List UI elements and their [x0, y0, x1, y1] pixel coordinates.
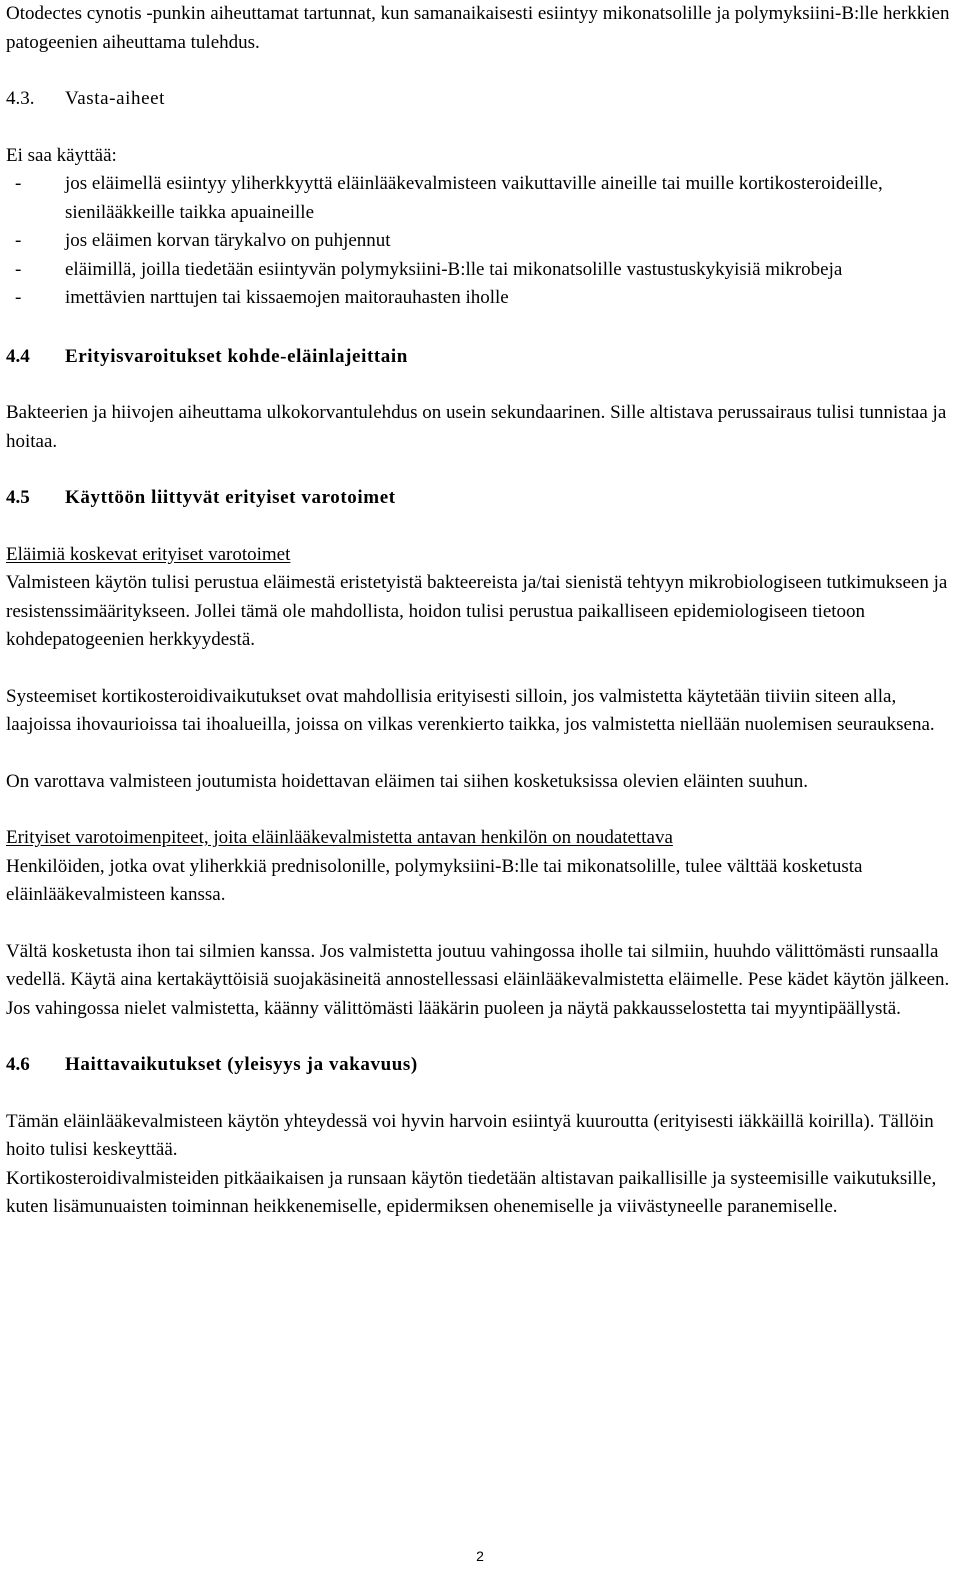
systemic-effects-paragraph: Systeemiset kortikosteroidivaikutukset ovat mahdollisia erityisesti silloin, jos valmistetta käytetään tiiviin siteen alla, laajoissa ihovaurioissa tai ihoalueilla, joissa on vilkas verenkierto taikka, jos valmistetta niellään nuolemisen seurauksena. — [6, 685, 935, 735]
dash-bullet: - — [15, 287, 22, 308]
subheading-user-precautions: Erityiset varotoimenpiteet, joita eläinlääkevalmistetta antavan henkilön on noudatettava — [6, 827, 673, 848]
section-4-5-title: Käyttöön liittyvät erityiset varotoimet — [65, 487, 396, 508]
section-4-6-heading — [6, 1051, 956, 1080]
section-4-6-title: Haittavaikutukset (yleisyys ja vakavuus) — [65, 1054, 418, 1075]
intro-paragraph: Otodectes cynotis -punkin aiheuttamat tartunnat, kun samanaikaisesti esiintyy mikonatsolille ja polymyksiini-B:lle herkkien patogeenien aiheuttama tulehdus. — [6, 3, 950, 53]
list-item: - imettävien narttujen tai kissaemojen maitorauhasten iholle — [6, 284, 956, 313]
dash-bullet: - — [15, 173, 22, 194]
hypersensitivity-paragraph: Henkilöiden, jotka ovat yliherkkiä prednisolonille, polymyksiini-B:lle tai mikonatsolille, tulee välttää kosketusta eläinlääkevalmisteen kanssa. — [6, 855, 863, 905]
list-item: - jos eläimen korvan tärykalvo on puhjennut — [6, 227, 956, 256]
list-item: - eläimillä, joilla tiedetään esiintyvän polymyksiini-B:lle tai mikonatsolille vastustuskykyisiä mikrobeja — [6, 256, 956, 285]
document-page — [6, 0, 956, 1222]
dash-bullet: - — [15, 258, 22, 280]
culture-paragraph: Valmisteen käytön tulisi perustua eläimestä eristetyistä bakteereista ja/tai sienistä tehtyyn mikrobiologiseen tutkimukseen ja resistenssimääritykseen. Jollei tämä ole mahdollista, hoidon tulisi perustua paikalliseen epidemiologiseen tietoon kohdepatogeenien herkkyydestä. — [6, 572, 948, 650]
ingestion-paragraph: Jos vahingossa nielet valmistetta, käänny välittömästi lääkärin puoleen ja näytä pakkausselostetta tai myyntipäällystä. — [6, 997, 901, 1019]
section-4-6-number: 4.6 — [6, 1054, 30, 1075]
warnings-paragraph: Bakteerien ja hiivojen aiheuttama ulkokorvantulehdus on usein sekundaarinen. Sille altistava perussairaus tulisi tunnistaa ja hoitaa. — [6, 402, 947, 452]
section-4-4-title: Erityisvaroitukset kohde-eläinlajeittain — [65, 345, 408, 367]
contraindications-list — [6, 170, 956, 313]
skin-contact-paragraph: Vältä kosketusta ihon tai silmien kanssa. Jos valmistetta joutuu vahingossa iholle tai silmiin, huuhdo välittömästi runsaalla vedellä. Käytä aina kertakäyttöisiä suojakäsineitä annostellessasi eläinlääkevalmistetta eläimelle. Pese kädet käytön jälkeen. — [6, 940, 950, 990]
section-4-5-heading — [6, 484, 956, 513]
list-item: - jos eläimellä esiintyy yliherkkyyttä eläinlääkevalmisteen vaikuttaville aineille tai muille kortikosteroideille, sienilääkkeille taikka apuaineille — [6, 170, 956, 227]
subheading-animal-precautions: Eläimiä koskevat erityiset varotoimet — [6, 543, 291, 565]
section-4-5-number: 4.5 — [6, 487, 30, 508]
section-4-4-number: 4.4 — [6, 345, 30, 367]
deafness-paragraph: Tämän eläinlääkevalmisteen käytön yhteydessä voi hyvin harvoin esiintyä kuuroutta (erityisesti iäkkäillä koirilla). Tällöin hoito tulisi keskeyttää. — [6, 1110, 934, 1160]
section-4-4-heading — [6, 343, 956, 372]
dash-bullet: - — [15, 230, 22, 251]
section-4-3-heading — [6, 85, 956, 114]
section-4-3-title: Vasta-aiheet — [65, 88, 166, 109]
contraindications-lead: Ei saa käyttää: — [6, 144, 117, 166]
page-number: 2 — [476, 1548, 484, 1564]
section-4-3-number: 4.3. — [6, 88, 35, 109]
mouth-contact-paragraph: On varottava valmisteen joutumista hoidettavan eläimen tai siihen kosketuksissa olevien eläinten suuhun. — [6, 770, 809, 792]
long-term-use-paragraph: Kortikosteroidivalmisteiden pitkäaikaisen ja runsaan käytön tiedetään altistavan paikallisille ja systeemisille vaikutuksille, kuten lisämunuaisten toiminnan heikkenemiselle, epidermiksen ohenemiselle ja viivästyneelle paranemiselle. — [6, 1167, 937, 1217]
